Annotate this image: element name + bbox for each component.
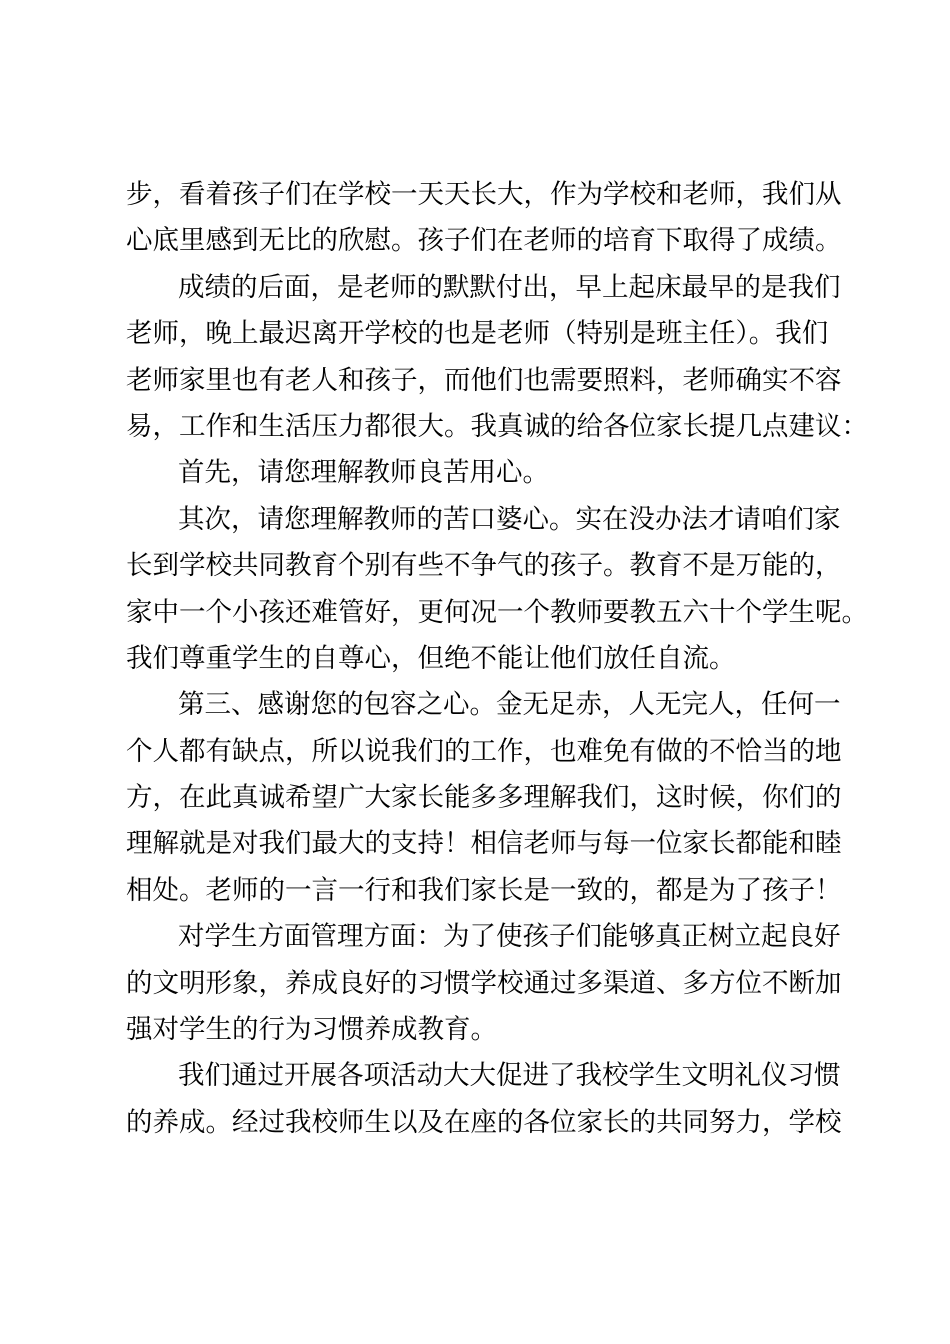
text-line: 方，在此真诚希望广大家长能多多理解我们，这时候，你们的 xyxy=(126,782,842,814)
text-line: 理解就是对我们最大的支持！相信老师与每一位家长都能和睦 xyxy=(126,828,842,860)
text-line: 的文明形象，养成良好的习惯学校通过多渠道、多方位不断加 xyxy=(126,967,842,999)
text-line: 易，工作和生活压力都很大。我真诚的给各位家长提几点建议： xyxy=(126,410,868,442)
text-line: 老师家里也有老人和孩子，而他们也需要照料，老师确实不容 xyxy=(126,364,842,396)
text-line: 家中一个小孩还难管好，更何况一个教师要教五六十个学生呢。 xyxy=(126,596,868,628)
text-line: 步，看着孩子们在学校一天天长大，作为学校和老师，我们从 xyxy=(126,179,842,210)
text-line: 长到学校共同教育个别有些不争气的孩子。教育不是万能的， xyxy=(126,550,842,582)
text-line: 我们尊重学生的自尊心，但绝不能让他们放任自流。 xyxy=(126,642,736,674)
text-line: 的养成。经过我校师生以及在座的各位家长的共同努力，学校 xyxy=(126,1106,842,1138)
body-text xyxy=(126,172,868,1146)
text-line: 心底里感到无比的欣慰。孩子们在老师的培育下取得了成绩。 xyxy=(126,225,842,257)
text-line: 我们通过开展各项活动大大促进了我校学生文明礼仪习惯 xyxy=(178,1060,841,1092)
text-line: 第三、感谢您的包容之心。金无足赤，人无完人，任何一 xyxy=(178,689,841,721)
text-line: 个人都有缺点，所以说我们的工作，也难免有做的不恰当的地 xyxy=(126,735,842,767)
text-line: 相处。老师的一言一行和我们家长是一致的，都是为了孩子！ xyxy=(126,874,842,906)
text-line: 老师，晚上最迟离开学校的也是老师（特别是班主任）。我们 xyxy=(126,318,829,350)
text-line: 其次，请您理解教师的苦口婆心。实在没办法才请咱们家 xyxy=(178,503,841,535)
text-line: 成绩的后面，是老师的默默付出，早上起床最早的是我们 xyxy=(178,271,841,303)
text-line: 对学生方面管理方面：为了使孩子们能够真正树立起良好 xyxy=(178,921,841,953)
text-line: 首先，请您理解教师良苦用心。 xyxy=(178,457,549,489)
text-line: 强对学生的行为习惯养成教育。 xyxy=(126,1014,497,1046)
